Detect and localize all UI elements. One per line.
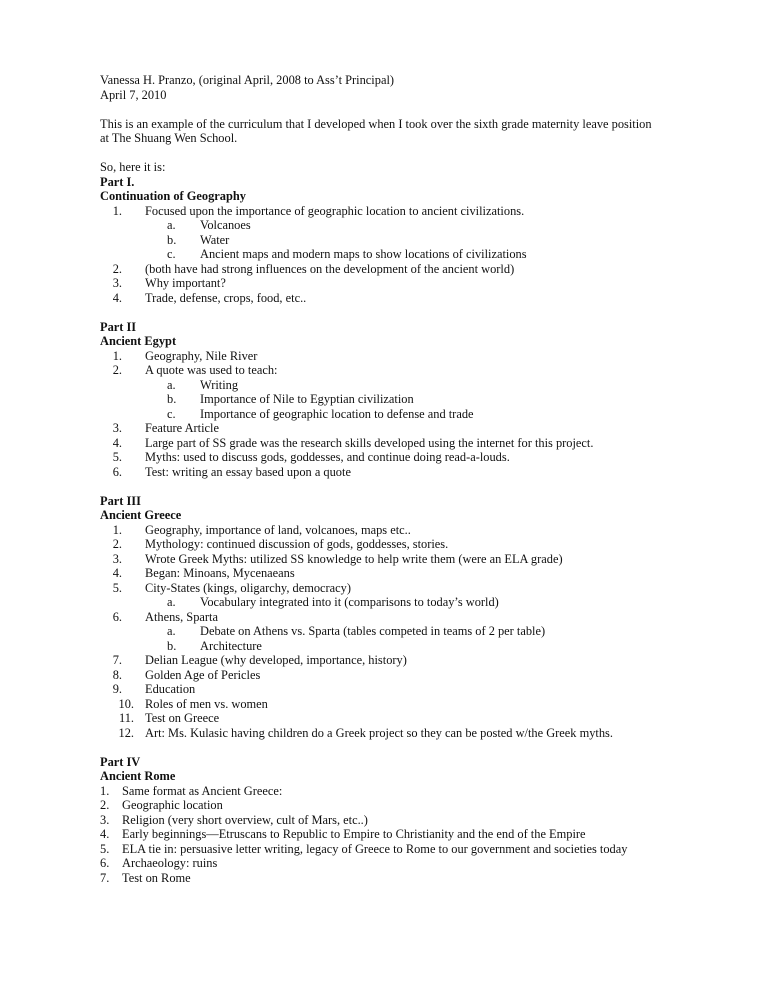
list-item: 3. Wrote Greek Myths: utilized SS knowledge to help write them (were an ELA grade) xyxy=(112,551,563,566)
part4-label: Part IV xyxy=(100,754,141,769)
part3-label: Part III xyxy=(100,493,141,508)
document-page xyxy=(100,73,670,885)
list-item: 5. City-States (kings, oligarchy, democracy) xyxy=(112,580,351,595)
list-item: 1. Focused upon the importance of geographic location to ancient civilizations. xyxy=(112,203,525,218)
part3-title: Ancient Greece xyxy=(100,508,182,522)
list-item: 4. Trade, defense, crops, food, etc.. xyxy=(112,290,307,305)
list-item: 4. Early beginnings—Etruscans to Republic to Empire to Christianity and the end of the Empire xyxy=(100,827,586,841)
list-item: 11. Test on Greece xyxy=(118,711,220,725)
sub-list-item: c. Ancient maps and modern maps to show locations of civilizations xyxy=(167,247,527,261)
list-item: 3. Why important? xyxy=(112,276,226,290)
sub-list-item: c. Importance of geographic location to defense and trade xyxy=(167,406,474,421)
list-item: 2. (both have had strong influences on the development of the ancient world) xyxy=(112,261,515,276)
list-item: 4. Large part of SS grade was the research skills developed using the internet for this project. xyxy=(112,435,594,450)
sub-list-item: a. Vocabulary integrated into it (comparisons to today’s world) xyxy=(167,595,499,609)
list-item: 1. Geography, Nile River xyxy=(112,348,258,363)
sub-list-item: b. Water xyxy=(167,232,230,247)
intro-lead: So, here it is: xyxy=(100,160,166,174)
list-item: 3. Feature Article xyxy=(112,421,219,435)
list-item: 7. Delian League (why developed, importance, history) xyxy=(112,653,407,667)
part1-title: Continuation of Geography xyxy=(100,189,246,203)
list-item: 2. A quote was used to teach: xyxy=(112,363,278,377)
part2-title: Ancient Egypt xyxy=(100,334,177,348)
intro-line-2: at The Shuang Wen School. xyxy=(100,131,238,145)
list-item: 5. Myths: used to discuss gods, goddesses, and continue doing read-a-louds. xyxy=(112,450,510,464)
list-item: 1. Same format as Ancient Greece: xyxy=(100,783,283,798)
list-item: 9. Education xyxy=(112,682,196,696)
list-item: 1. Geography, importance of land, volcanoes, maps etc.. xyxy=(112,522,411,537)
sub-list-item: b. Architecture xyxy=(167,638,262,653)
sub-list-item: a. Writing xyxy=(167,377,239,392)
list-item: 5. ELA tie in: persuasive letter writing, legacy of Greece to Rome to our government and societies today xyxy=(100,841,628,856)
part4-title: Ancient Rome xyxy=(100,769,176,783)
list-item: 12. Art: Ms. Kulasic having children do a Greek project so they can be posted w/the Greek myths. xyxy=(118,725,613,740)
sub-list-item: b. Importance of Nile to Egyptian civilization xyxy=(167,392,414,406)
list-item: 4. Began: Minoans, Mycenaeans xyxy=(112,566,295,580)
document-date: April 7, 2010 xyxy=(100,87,167,102)
list-item: 2. Mythology: continued discussion of gods, goddesses, stories. xyxy=(112,537,449,551)
list-item: 3. Religion (very short overview, cult of Mars, etc..) xyxy=(100,812,368,827)
part1-label: Part I. xyxy=(100,174,135,189)
list-item: 10. Roles of men vs. women xyxy=(118,696,268,711)
sub-list-item: a. Debate on Athens vs. Sparta (tables competed in teams of 2 per table) xyxy=(167,624,546,638)
list-item: 7. Test on Rome xyxy=(100,870,191,885)
list-item: 2. Geographic location xyxy=(100,798,223,812)
list-item: 6. Test: writing an essay based upon a quote xyxy=(112,464,351,479)
list-item: 6. Athens, Sparta xyxy=(112,609,218,624)
intro-line-1: This is an example of the curriculum that I developed when I took over the sixth grade maternity leave position xyxy=(100,116,652,131)
author-line: Vanessa H. Pranzo, (original April, 2008 to Ass’t Principal) xyxy=(100,73,395,87)
list-item: 6. Archaeology: ruins xyxy=(100,856,218,870)
part2-label: Part II xyxy=(100,319,137,334)
list-item: 8. Golden Age of Pericles xyxy=(112,667,261,682)
sub-list-item: a. Volcanoes xyxy=(167,218,251,232)
